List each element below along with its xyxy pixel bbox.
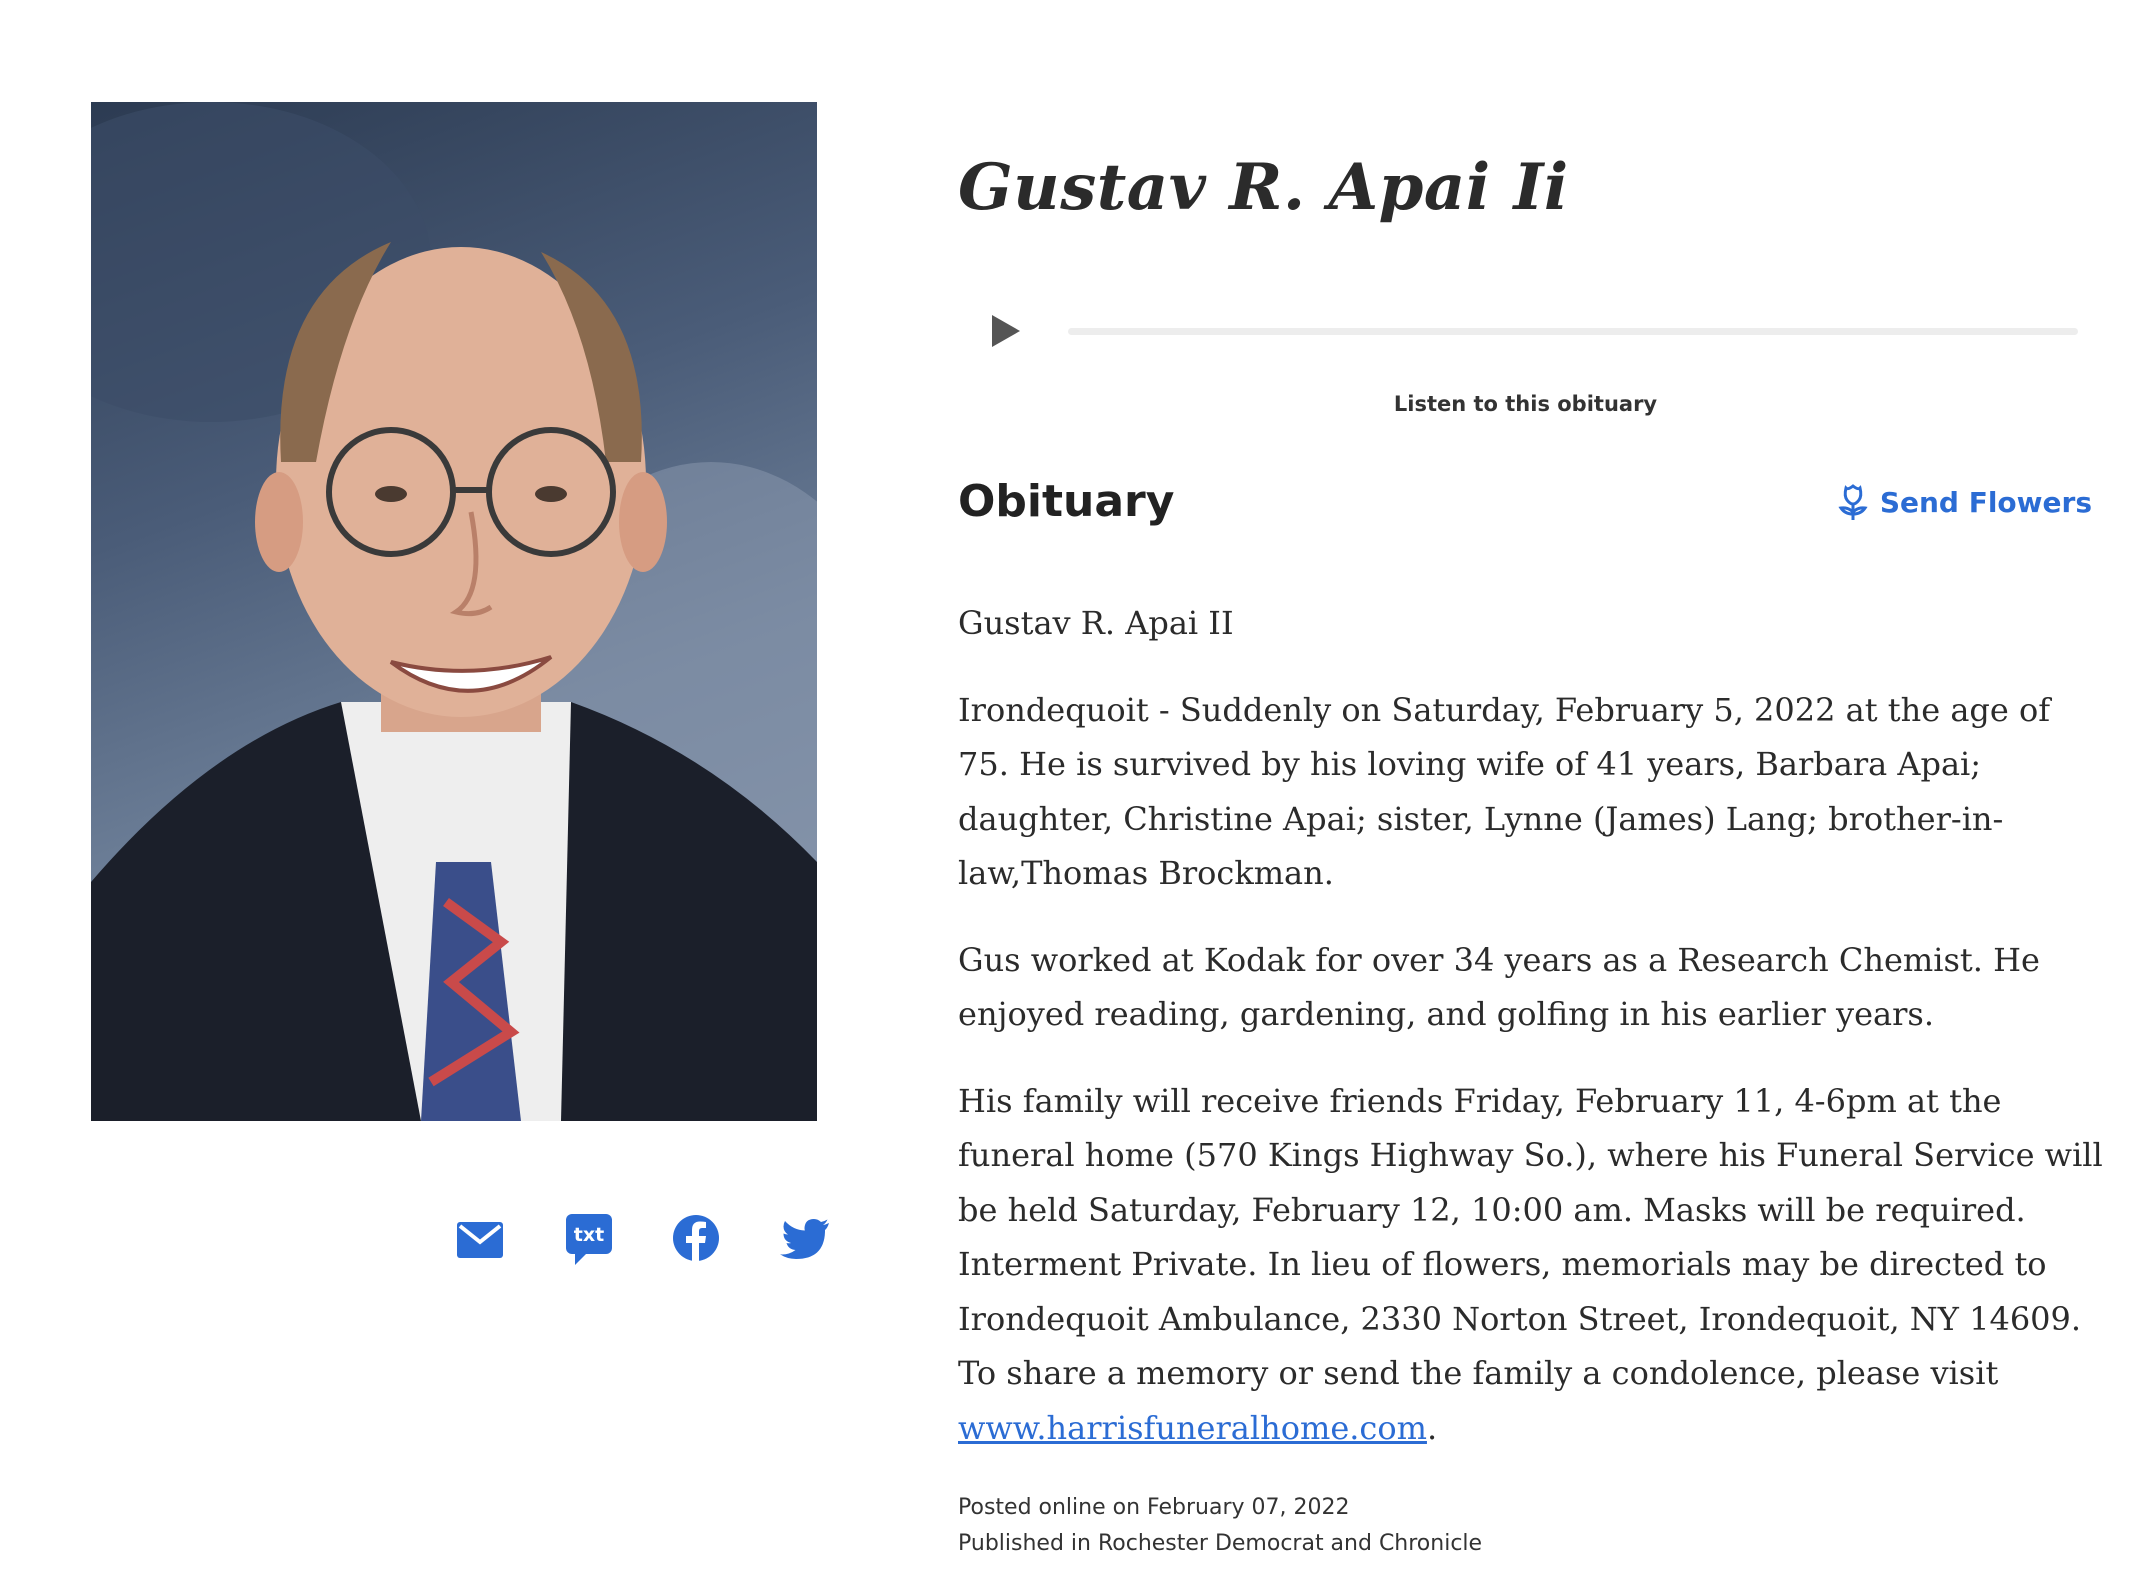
- share-facebook-button[interactable]: [670, 1212, 722, 1264]
- obituary-photo: [91, 102, 817, 1121]
- obituary-body: [958, 596, 2108, 1487]
- obituary-paragraph: [958, 1074, 2108, 1456]
- share-twitter-button[interactable]: [778, 1214, 832, 1264]
- twitter-icon: [780, 1218, 830, 1260]
- obituary-paragraph: Irondequoit - Suddenly on Saturday, February 5, 2022 at the age of 75. He is survived by his loving wife of 41 years, Barbara Apai; daughter, Christine Apai; sister, Lynne (James) Lang; brother-in-law,Thomas Brockman.: [958, 690, 2051, 892]
- obituary-paragraph: Gustav R. Apai II: [958, 604, 1234, 642]
- deceased-name: Gustav R. Apai Ii: [958, 150, 1569, 225]
- text-message-icon: [565, 1213, 613, 1267]
- flower-icon: [1838, 482, 1868, 522]
- obituary-meta: [958, 1490, 1482, 1562]
- listen-label: Listen to this obituary: [1393, 392, 1658, 416]
- obituary-paragraph: Gus worked at Kodak for over 34 years as a Research Chemist. He enjoyed reading, gardening, and golfing in his earlier years.: [958, 940, 2040, 1033]
- send-flowers-button[interactable]: [1838, 482, 2092, 522]
- audio-player: [990, 310, 2078, 350]
- send-flowers-label: Send Flowers: [1879, 485, 2092, 519]
- posted-online-date: Posted online on February 07, 2022: [958, 1495, 1350, 1520]
- funeral-home-link[interactable]: www.harrisfuneralhome.com: [958, 1408, 1427, 1447]
- share-email-button[interactable]: [454, 1214, 506, 1266]
- txt-label: txt: [573, 1224, 605, 1246]
- portrait-illustration: [91, 102, 817, 1121]
- play-button[interactable]: [990, 314, 1022, 346]
- facebook-icon: [672, 1214, 720, 1262]
- paragraph-end: .: [1426, 1408, 1438, 1447]
- audio-progress-track[interactable]: [1068, 328, 2078, 335]
- published-in: Published in Rochester Democrat and Chronicle: [958, 1531, 1483, 1556]
- share-text-button[interactable]: [563, 1212, 615, 1268]
- email-icon: [456, 1221, 504, 1259]
- obituary-heading: Obituary: [958, 476, 1175, 527]
- play-icon: [990, 314, 1022, 348]
- paragraph-text: His family will receive friends Friday, February 11, 4-6pm at the funeral home (570 Kings Highway So.), where his Funeral Service will be held Saturday, February 12, 10:00 am. Masks will be required. Interment Private. In lieu of flowers, memorials may be directed to Irondequoit Ambulance, 2330 Norton Street, Irondequoit, NY 14609. To share a memory or send the family a condolence, please visit: [958, 1081, 2103, 1392]
